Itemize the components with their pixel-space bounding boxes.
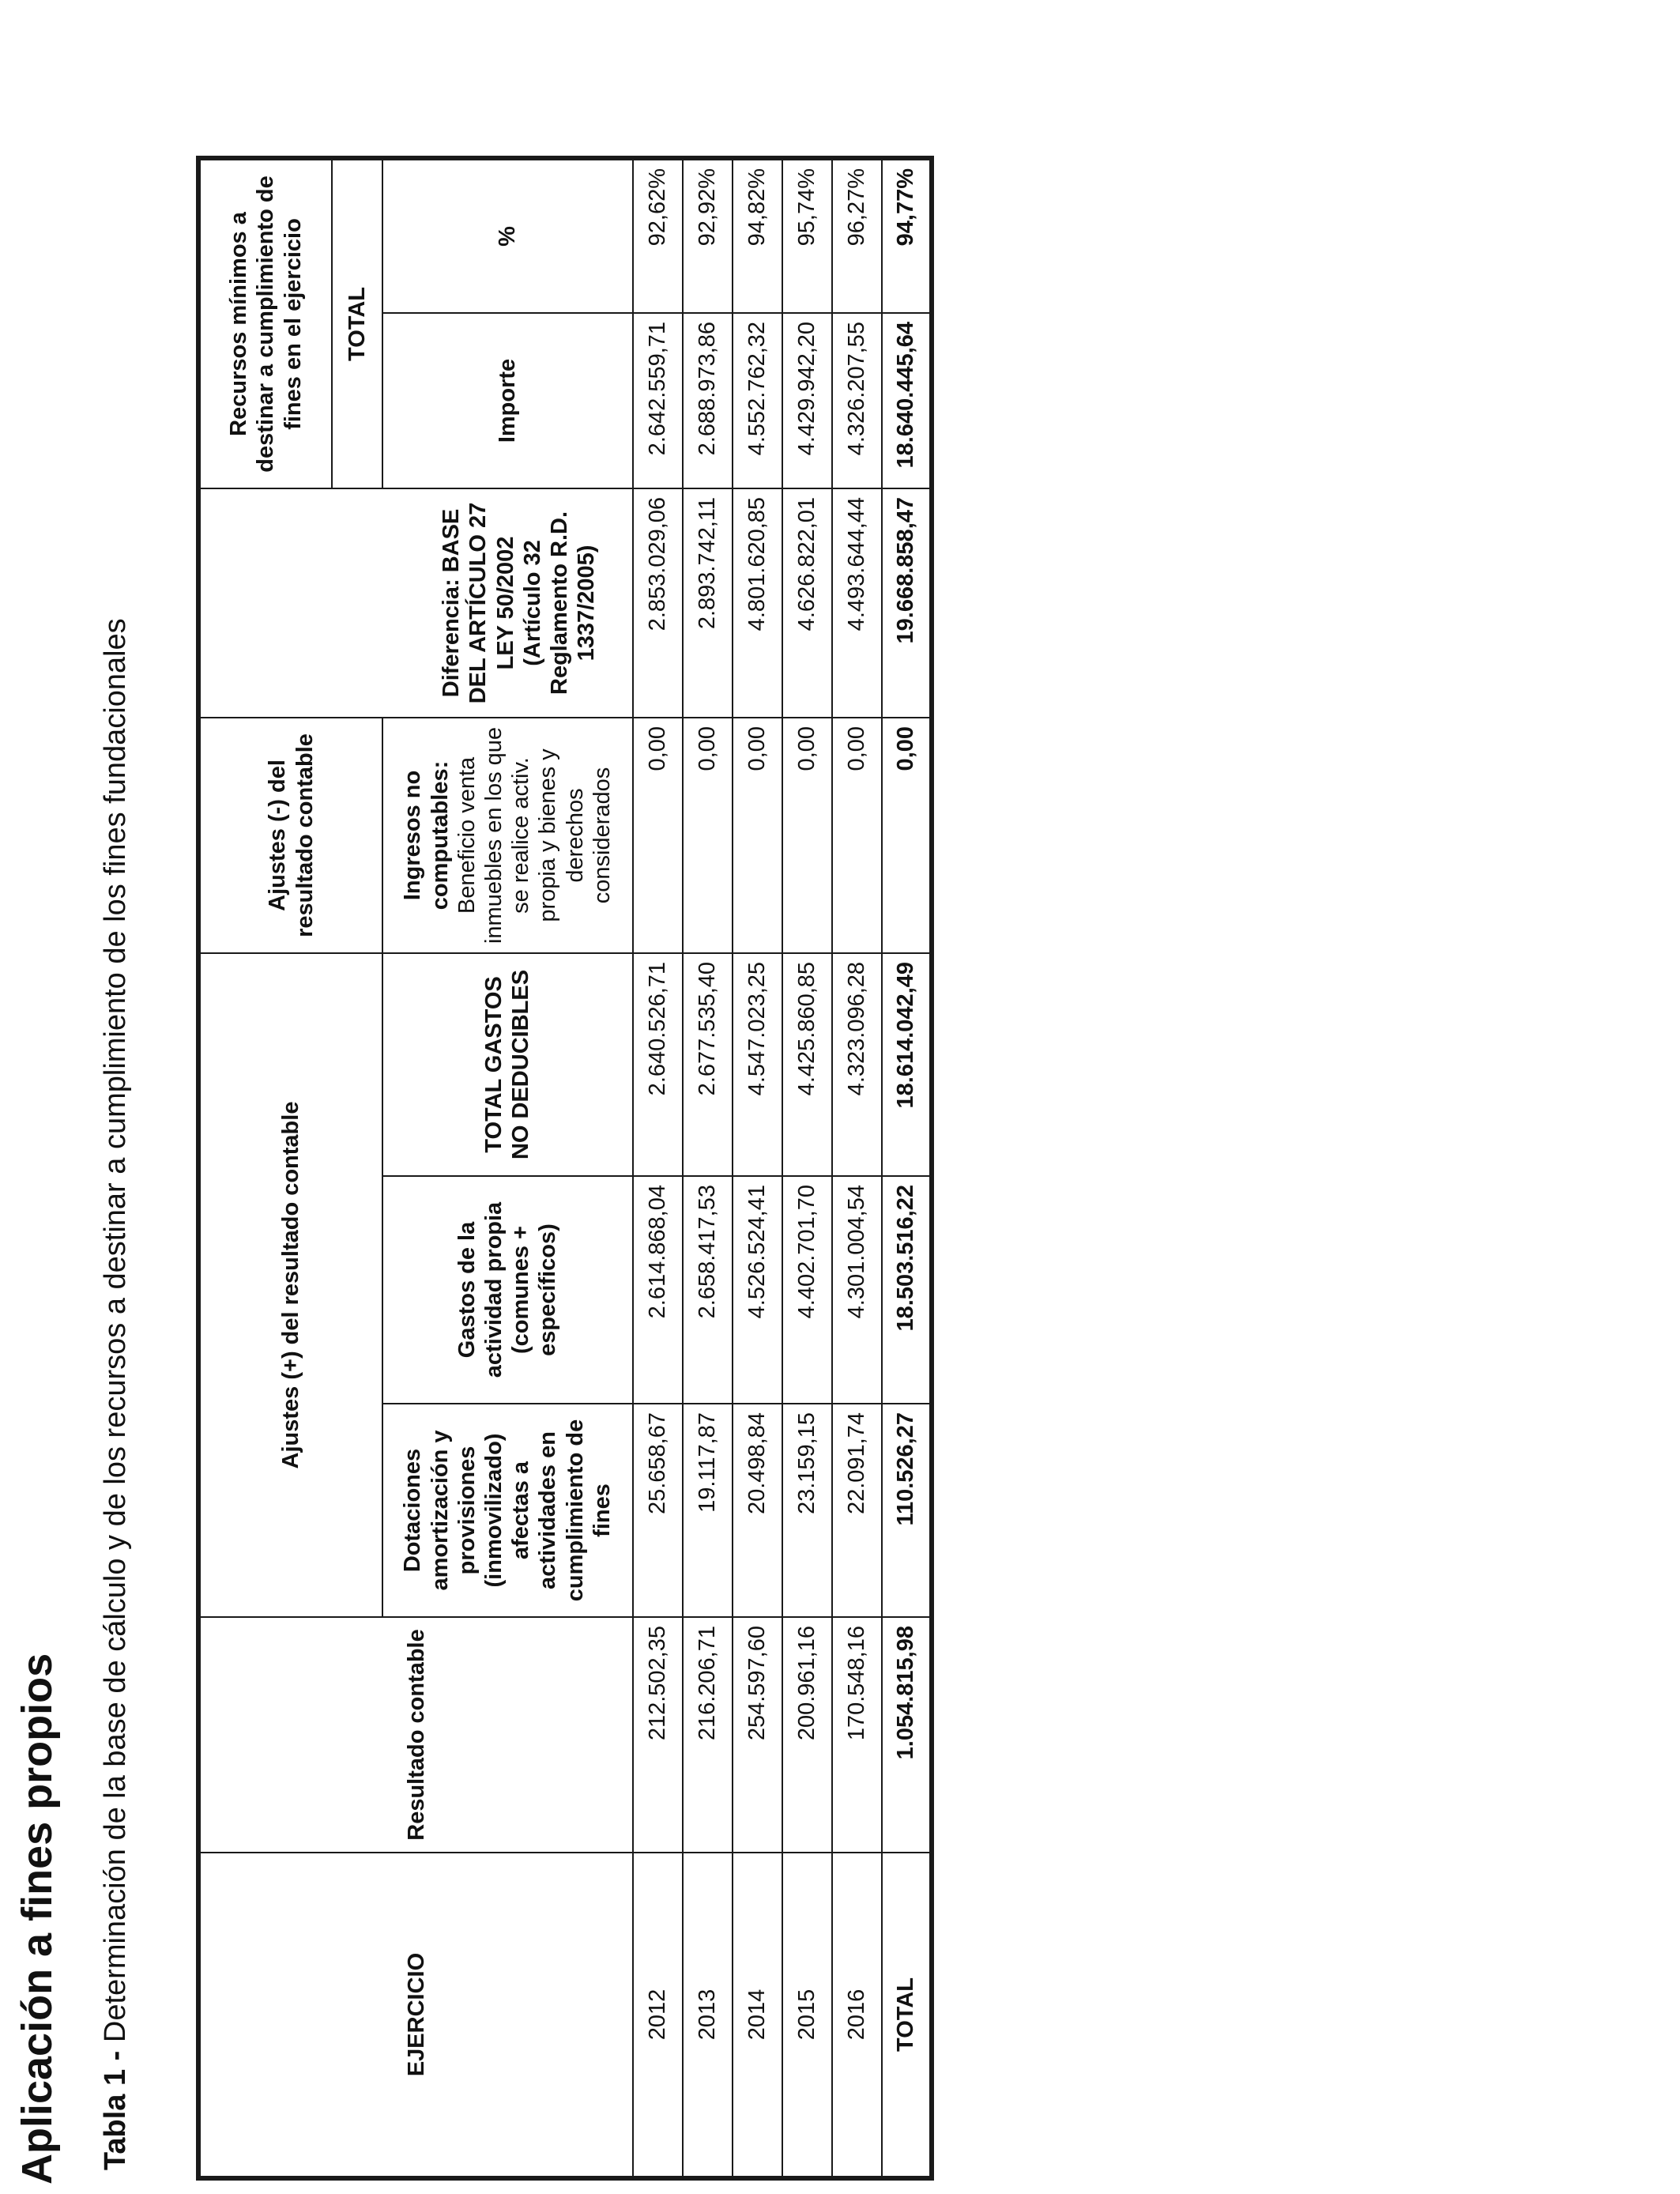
dotaciones-cell: 19.117,87 [683, 1404, 733, 1617]
header-ajustes-positivos: Ajustes (+) del resultado contable [198, 953, 382, 1617]
year-cell: 2013 [683, 1853, 733, 2178]
table-row [832, 158, 882, 2178]
importe-cell: 4.552.762,32 [733, 313, 782, 488]
header-ejercicio: EJERCICIO [198, 1853, 633, 2178]
resultado-cell: 170.548,16 [832, 1617, 882, 1853]
caption-text: Determinación de la base de cálculo y de los recursos a destinar a cumplimiento de los fines fundacionales [99, 618, 132, 2051]
header-recursos-minimos: Recursos mínimos a destinar a cumplimiento de fines en el ejercicio [198, 158, 332, 488]
caption-prefix: Tabla 1 - [99, 2050, 132, 2170]
table-row [633, 158, 683, 2178]
total-gastos-cell: 2.677.535,40 [683, 953, 733, 1176]
total-gastos-cell: 4.425.860,85 [782, 953, 832, 1176]
ingresos-cell: 0,00 [782, 718, 832, 953]
pct-cell: 94,82% [733, 158, 782, 313]
total-gastos-cell: 2.640.526,71 [633, 953, 683, 1176]
diferencia-cell: 4.626.822,01 [782, 488, 832, 718]
resultado-cell: 254.597,60 [733, 1617, 782, 1853]
gastos-cell: 2.658.417,53 [683, 1176, 733, 1404]
dotaciones-cell: 20.498,84 [733, 1404, 782, 1617]
table-caption [99, 618, 133, 2170]
gastos-cell: 4.301.004,54 [832, 1176, 882, 1404]
total-resultado: 1.054.815,98 [882, 1617, 932, 1853]
header-ingresos-no-computables [382, 718, 632, 953]
header-gastos-actividad: Gastos de la actividad propia (comunes + específicos) [382, 1176, 632, 1404]
importe-cell: 4.326.207,55 [832, 313, 882, 488]
total-gastos-cell: 4.323.096,28 [832, 953, 882, 1176]
diferencia-cell: 4.493.644,44 [832, 488, 882, 718]
total-importe: 18.640.445,64 [882, 313, 932, 488]
header-pct: % [382, 158, 632, 313]
ingresos-cell: 0,00 [832, 718, 882, 953]
pct-cell: 92,92% [683, 158, 733, 313]
total-gastos-no-deducibles: 18.614.042,49 [882, 953, 932, 1176]
importe-cell: 4.429.942,20 [782, 313, 832, 488]
diferencia-cell: 2.893.742,11 [683, 488, 733, 718]
diferencia-cell: 4.801.620,85 [733, 488, 782, 718]
ingresos-description: Beneficio venta inmuebles en los que se realice activ. propia y bienes y derechos considerados [454, 726, 615, 944]
header-dotaciones: Dotaciones amortización y provisiones (inmovilizado) afectas a actividades en cumplimiento de fines [382, 1404, 632, 1617]
table-row [683, 158, 733, 2178]
total-gastos-cell: 4.547.023,25 [733, 953, 782, 1176]
fines-table [196, 156, 934, 2181]
header-diferencia: Diferencia: BASE DEL ARTÍCULO 27 LEY 50/2002 (Artículo 32 Reglamento R.D. 1337/2005) [198, 488, 633, 718]
total-label: TOTAL [882, 1853, 932, 2178]
page-heading: Aplicación a fines propios [13, 1653, 61, 2185]
header-importe: Importe [382, 313, 632, 488]
ingresos-cell: 0,00 [683, 718, 733, 953]
gastos-cell: 4.402.701,70 [782, 1176, 832, 1404]
resultado-cell: 216.206,71 [683, 1617, 733, 1853]
ingresos-bold-label: Ingresos no computables: [400, 760, 453, 910]
header-ajustes-negativos: Ajustes (-) del resultado contable [198, 718, 382, 953]
ingresos-cell: 0,00 [733, 718, 782, 953]
ingresos-cell: 0,00 [633, 718, 683, 953]
total-row [882, 158, 932, 2178]
table-row [733, 158, 782, 2178]
header-resultado-contable: Resultado contable [198, 1617, 633, 1853]
year-cell: 2012 [633, 1853, 683, 2178]
resultado-cell: 212.502,35 [633, 1617, 683, 1853]
importe-cell: 2.642.559,71 [633, 313, 683, 488]
dotaciones-cell: 25.658,67 [633, 1404, 683, 1617]
gastos-cell: 4.526.524,41 [733, 1176, 782, 1404]
total-ingresos: 0,00 [882, 718, 932, 953]
importe-cell: 2.688.973,86 [683, 313, 733, 488]
pct-cell: 92,62% [633, 158, 683, 313]
year-cell: 2015 [782, 1853, 832, 2178]
total-dotaciones: 110.526,27 [882, 1404, 932, 1617]
header-total: TOTAL [332, 158, 382, 488]
dotaciones-cell: 23.159,15 [782, 1404, 832, 1617]
total-gastos-actividad: 18.503.516,22 [882, 1176, 932, 1404]
total-diferencia: 19.668.858,47 [882, 488, 932, 718]
gastos-cell: 2.614.868,04 [633, 1176, 683, 1404]
diferencia-cell: 2.853.029,06 [633, 488, 683, 718]
resultado-cell: 200.961,16 [782, 1617, 832, 1853]
pct-cell: 95,74% [782, 158, 832, 313]
total-pct: 94,77% [882, 158, 932, 313]
table-row [782, 158, 832, 2178]
pct-cell: 96,27% [832, 158, 882, 313]
dotaciones-cell: 22.091,74 [832, 1404, 882, 1617]
header-total-gastos: TOTAL GASTOS NO DEDUCIBLES [382, 953, 632, 1176]
year-cell: 2014 [733, 1853, 782, 2178]
year-cell: 2016 [832, 1853, 882, 2178]
